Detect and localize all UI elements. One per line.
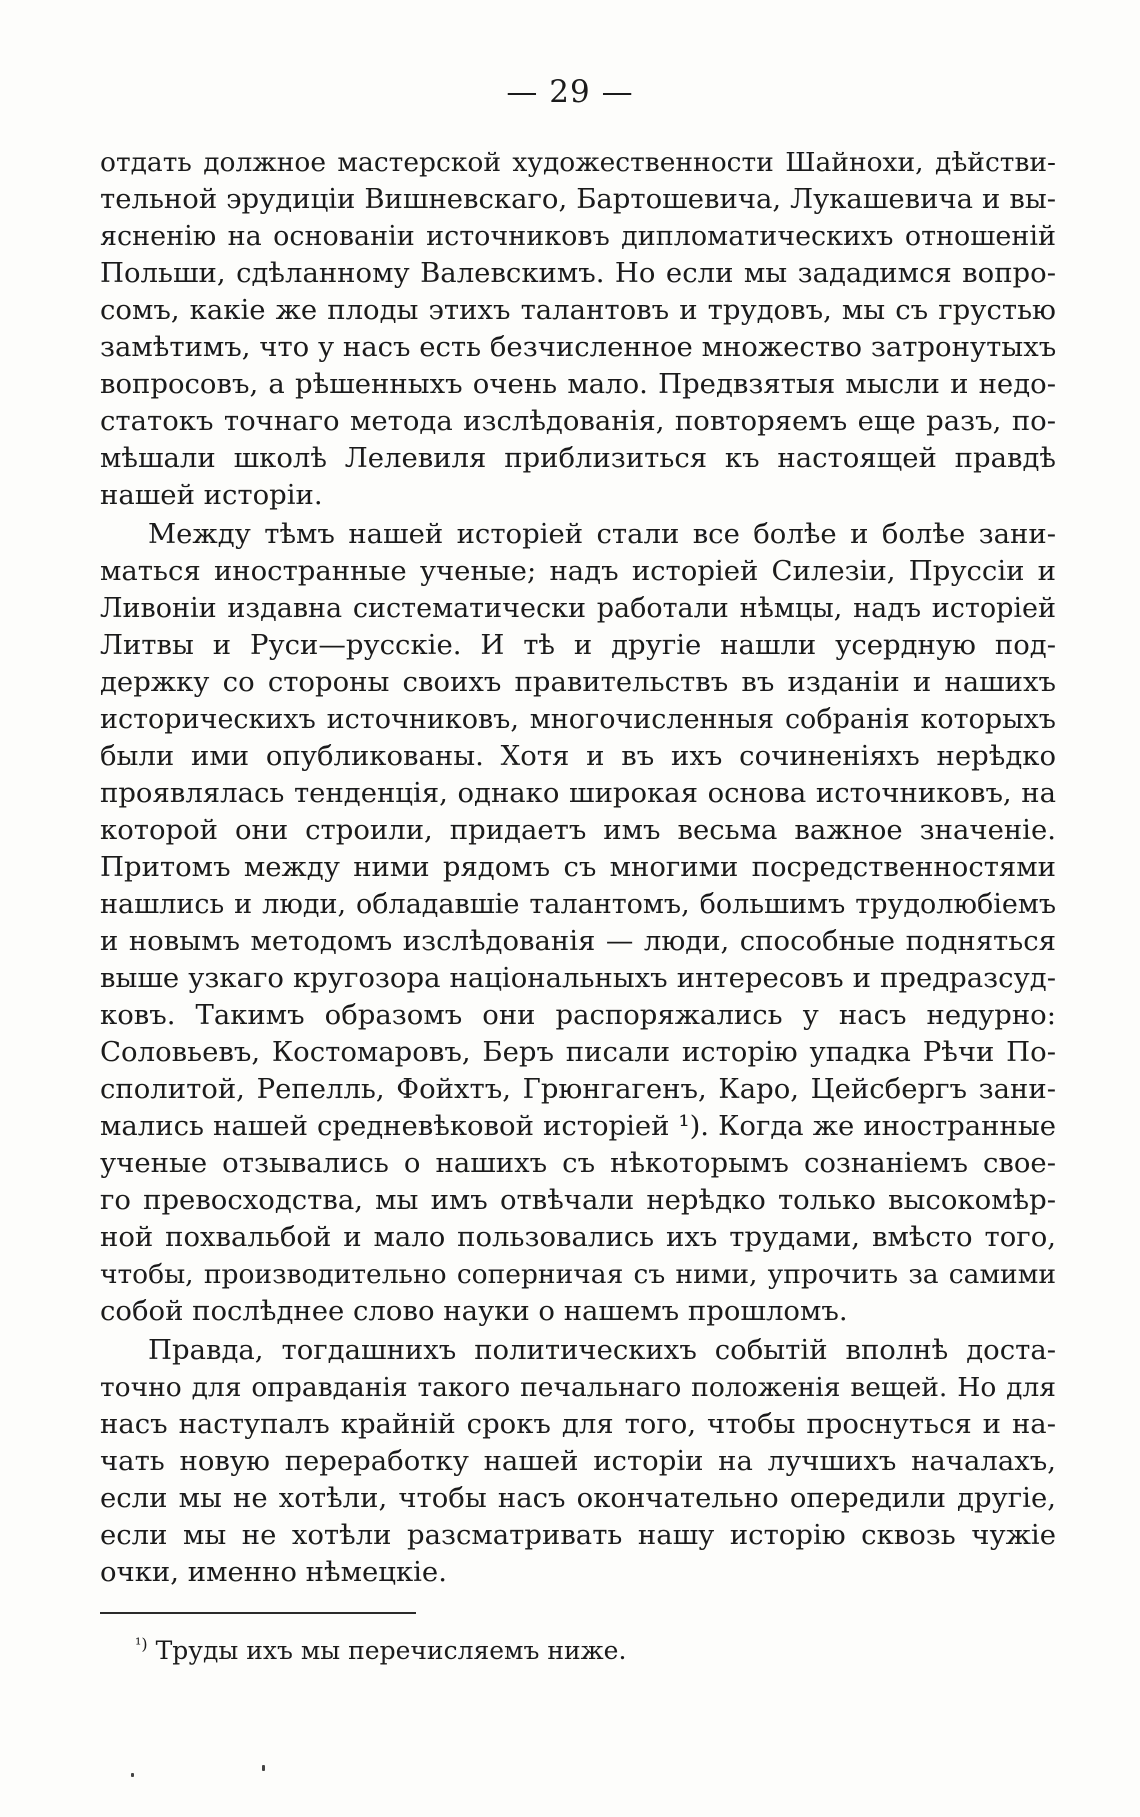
text-line: собой послѣднее слово науки о нашемъ прошломъ. (100, 1295, 848, 1327)
body-text (100, 144, 1056, 1591)
text-line: мѣшали школѣ Лелевиля приблизиться къ настоящей правдѣ (100, 442, 1056, 474)
text-line: чтобы, производительно соперничая съ ними, упрочить за самими (100, 1259, 1056, 1290)
text-line: чать новую переработку нашей исторіи на лучшихъ началахъ, (100, 1445, 1056, 1477)
text-line: Притомъ между ними рядомъ съ многими посредственностями (100, 851, 1056, 883)
print-speck (131, 1773, 134, 1777)
text-line: го превосходства, мы имъ отвѣчали нерѣдко только высокомѣр- (100, 1184, 1056, 1216)
text-line: Соловьевъ, Костомаровъ, Беръ писали исторію упадка Рѣчи По- (100, 1036, 1056, 1068)
text-line: ковъ. Такимъ образомъ они распоряжались у насъ недурно: (100, 999, 1056, 1031)
text-line: нашей исторіи. (100, 479, 323, 511)
text-line: Польши, сдѣланному Валевскимъ. Но если мы зададимся вопро- (100, 257, 1056, 289)
footnote-text: Труды ихъ мы перечисляемъ ниже. (155, 1636, 627, 1665)
text-line: если мы не хотѣли разсматривать нашу исторію сквозь чужіе (100, 1519, 1056, 1551)
text-line: замѣтимъ, что у насъ есть безчисленное множество затронутыхъ (100, 331, 1057, 363)
text-line: которой они строили, придаетъ имъ весьма важное значеніе. (100, 814, 1056, 846)
text-line: ясненію на основаніи источниковъ дипломатическихъ отношеній (100, 221, 1056, 252)
text-line: историческихъ источниковъ, многочисленныя собранія которыхъ (100, 704, 1056, 735)
print-speck (262, 1765, 265, 1771)
text-line: сомъ, какіе же плоды этихъ талантовъ и трудовъ, мы съ грустью (100, 294, 1056, 326)
text-line: если мы не хотѣли, чтобы насъ окончательно опередили другіе, (100, 1482, 1056, 1514)
page-number: — 29 — (506, 74, 634, 110)
text-line: Ливоніи издавна систематически работали нѣмцы, надъ исторіей (100, 593, 1056, 624)
text-line: Литвы и Руси—русскіе. И тѣ и другіе нашли усердную под- (100, 629, 1056, 661)
text-line: были ими опубликованы. Хотя и въ ихъ сочиненіяхъ нерѣдко (100, 740, 1056, 772)
text-line: и новымъ методомъ изслѣдованія — люди, способные подняться (100, 925, 1056, 957)
text-line: ной похвальбой и мало пользовались ихъ трудами, вмѣсто того, (100, 1221, 1056, 1253)
text-line: маться иностранные ученые; надъ исторіей Силезіи, Пруссіи и (100, 555, 1056, 587)
text-line: мались нашей средневѣковой исторіей ¹). Когда же иностранные (100, 1110, 1056, 1142)
text-line: насъ наступалъ крайній срокъ для того, чтобы проснуться и на- (100, 1408, 1056, 1440)
text-line: Правда, тогдашнихъ политическихъ событій вполнѣ доста- (148, 1334, 1056, 1366)
text-line: ученые отзывались о нашихъ съ нѣкоторымъ сознаніемъ свое- (100, 1147, 1056, 1179)
text-line: вопросовъ, а рѣшенныхъ очень мало. Предвзятыя мысли и недо- (100, 368, 1056, 400)
text-line: точно для оправданія такого печальнаго положенія вещей. Но для (100, 1372, 1056, 1403)
text-line: отдать должное мастерской художественности Шайнохи, дѣйстви- (100, 147, 1056, 178)
footnote-divider (100, 1612, 416, 1614)
text-line: сполитой, Репелль, Фойхтъ, Грюнгагенъ, Каро, Цейсбергъ зани- (100, 1073, 1056, 1105)
text-line: выше узкаго кругозора національныхъ интересовъ и предразсуд- (100, 962, 1056, 994)
text-line: тельной эрудиціи Вишневскаго, Бартошевича, Лукашевича и вы- (100, 183, 1056, 215)
text-line: проявлялась тенденція, однако широкая основа источниковъ, на (100, 777, 1056, 809)
text-line: статокъ точнаго метода изслѣдованія, повторяемъ еще разъ, по- (100, 405, 1056, 437)
text-line: Между тѣмъ нашей исторіей стали все болѣе и болѣе зани- (148, 518, 1056, 550)
text-line: держку со стороны своихъ правительствъ въ изданіи и нашихъ (100, 666, 1056, 698)
text-line: очки, именно нѣмецкіе. (100, 1556, 447, 1588)
footnote (135, 1634, 626, 1668)
footnote-mark: ¹) (135, 1634, 148, 1654)
text-line: нашлись и люди, обладавшіе талантомъ, большимъ трудолюбіемъ (100, 889, 1056, 920)
